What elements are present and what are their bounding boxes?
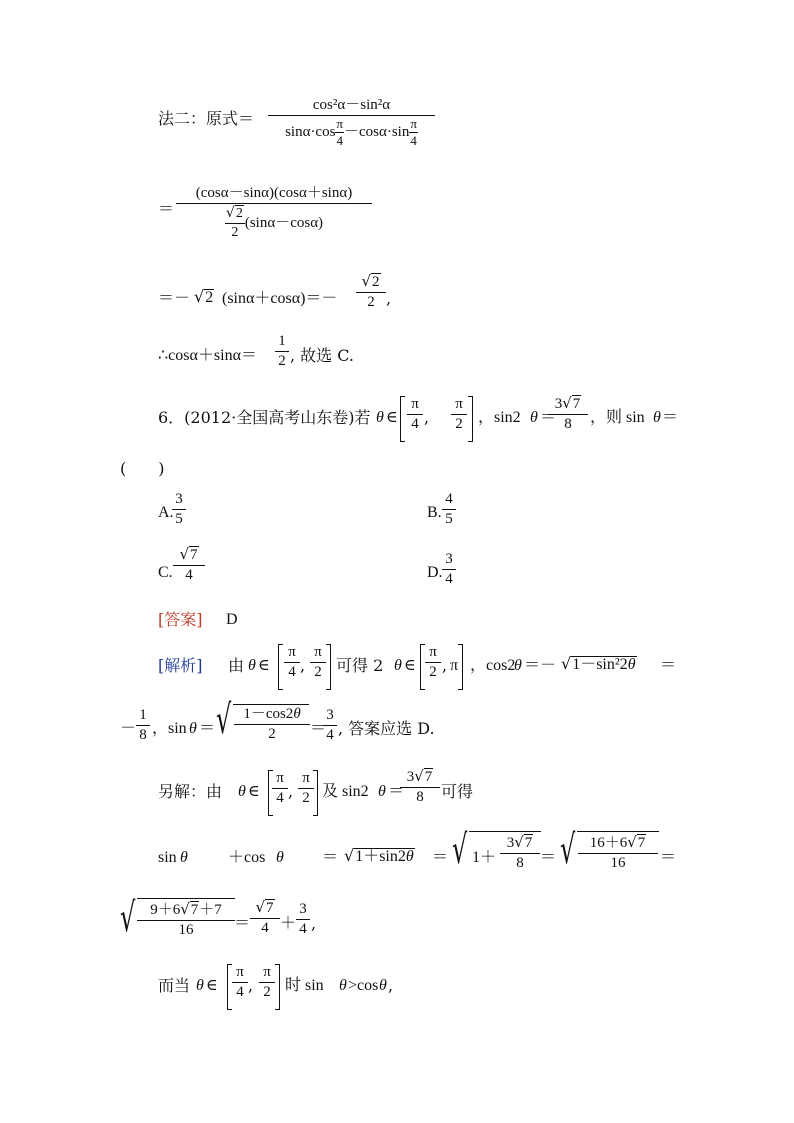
denominator: 4 xyxy=(276,790,284,806)
theta: θ xyxy=(514,657,522,674)
fraction-bar xyxy=(548,414,588,415)
element-of: ∈ xyxy=(404,657,416,674)
q6-stem-e: ＝ xyxy=(662,409,679,426)
pi-over-4 xyxy=(409,117,418,148)
denominator: 2 xyxy=(263,984,271,1000)
fraction-bar xyxy=(172,509,186,510)
numerator: π xyxy=(288,644,296,660)
theta: θ xyxy=(248,657,256,674)
answer-blank: ( ) xyxy=(120,459,165,478)
pi-over-4 xyxy=(272,770,288,807)
radical-icon: √ xyxy=(562,394,572,412)
q6-stem-c: ＝ xyxy=(540,409,557,426)
theta: θ xyxy=(530,409,538,426)
three-quarters xyxy=(323,707,337,744)
right-bracket xyxy=(458,644,463,690)
den-part-b: －cosα·sin xyxy=(344,124,410,140)
option-c-label: C. xyxy=(158,564,173,581)
theta: θ xyxy=(379,977,387,994)
den-part-a: sinα·cos xyxy=(285,124,336,140)
q6-stem-a: 6．(2012·全国高考山东卷)若 xyxy=(158,408,371,427)
analysis-l2-a: － xyxy=(120,720,137,737)
comma: , xyxy=(424,408,430,427)
radical-icon: √ xyxy=(225,205,235,221)
denominator: 5 xyxy=(175,511,183,527)
fraction-bar xyxy=(442,569,456,570)
fraction-bar xyxy=(173,565,205,566)
denominator: 4 xyxy=(185,567,193,583)
denominator: 4 xyxy=(236,984,244,1000)
pi-over-2 xyxy=(298,770,314,807)
alt-l2-one: 1＋ xyxy=(472,849,497,866)
radical-icon: √ xyxy=(561,654,572,673)
radicand: 7 xyxy=(524,835,533,851)
alt-l2-c: ＝ xyxy=(322,849,339,866)
fraction-bar xyxy=(296,919,310,920)
fraction1-numerator: cos²α－sin²α xyxy=(312,97,391,113)
fraction-bar xyxy=(272,788,288,789)
sqrt-expression xyxy=(561,654,637,675)
numerator: 1 xyxy=(139,707,147,723)
analysis-a: 由 xyxy=(228,656,245,675)
fraction-bar xyxy=(298,788,314,789)
numerator-part: 16＋6 xyxy=(589,835,628,851)
theta: θ xyxy=(276,849,284,866)
radicand: 2 xyxy=(372,274,380,290)
alt-l4-c: >cos xyxy=(348,977,379,994)
theta: θ xyxy=(394,657,402,674)
denominator: 8 xyxy=(416,789,424,805)
theta: θ xyxy=(378,783,386,800)
pi-over-2 xyxy=(425,644,441,681)
q6-stem-b: ，sin2 xyxy=(478,409,521,426)
pi: π xyxy=(410,116,417,131)
pi: π xyxy=(336,116,343,131)
pi-over-2 xyxy=(259,964,275,1001)
radicand: 7 xyxy=(190,547,198,563)
numerator: 4 xyxy=(445,491,453,507)
denominator: 2 xyxy=(455,416,463,432)
three-sqrt7-over-8 xyxy=(500,834,540,872)
numerator: π xyxy=(429,644,437,660)
radical-icon: √ xyxy=(452,827,468,873)
line3-end: , xyxy=(386,289,392,308)
numerator-tail: ＋7 xyxy=(199,902,222,918)
den-tail: (sinα－cosα) xyxy=(244,214,324,231)
numerator: π xyxy=(276,770,284,786)
alt-l2-b: ＋cos xyxy=(228,849,266,866)
equals-sign: ＝ xyxy=(158,199,175,218)
radical-icon: √ xyxy=(514,833,524,851)
alt-l2-e: ＝ xyxy=(540,849,557,866)
radical-icon: √ xyxy=(627,833,637,851)
radicand: 7 xyxy=(424,769,433,785)
analysis-l2-c: ＝ xyxy=(199,720,216,737)
radical-icon: √ xyxy=(255,898,266,916)
radical-icon: √ xyxy=(560,827,576,873)
radical-bar xyxy=(577,831,659,832)
fraction-bar xyxy=(137,920,235,921)
denominator: 4 xyxy=(326,727,334,743)
fraction-bar xyxy=(136,725,150,726)
comma: , xyxy=(300,656,306,675)
fraction-bar xyxy=(451,414,467,415)
radical-icon: √ xyxy=(414,767,424,785)
denominator: 4 xyxy=(261,920,269,936)
radicand: 2 xyxy=(205,289,214,306)
option-b-value xyxy=(442,491,456,528)
denominator: 2 xyxy=(429,664,437,680)
radical-fraction xyxy=(578,834,658,872)
numerator: 3 xyxy=(299,901,307,917)
fraction-bar xyxy=(442,509,456,510)
right-bracket xyxy=(313,770,318,816)
sqrt7-over-4 xyxy=(250,899,280,937)
method2-fraction1 xyxy=(268,97,435,148)
fraction-bar xyxy=(176,203,372,204)
four: 4 xyxy=(336,133,343,148)
denominator: 2 xyxy=(314,664,322,680)
pi-over-2 xyxy=(310,644,326,681)
denominator: 4 xyxy=(445,571,453,587)
theta: θ xyxy=(627,656,636,673)
denominator: 16 xyxy=(178,922,194,938)
pi-over-4 xyxy=(407,396,423,433)
pi-over-4 xyxy=(335,117,344,148)
pi: π xyxy=(450,657,459,674)
radical-icon: √ xyxy=(120,895,136,941)
denominator: 2 xyxy=(268,726,276,742)
theta: θ xyxy=(196,977,204,994)
q6-stem-d: ，则 sin xyxy=(590,409,645,426)
pi-over-4 xyxy=(284,644,300,681)
fraction-bar xyxy=(259,982,275,983)
radical-icon: √ xyxy=(180,900,190,918)
denominator: 4 xyxy=(288,664,296,680)
denominator: 4 xyxy=(299,921,307,937)
left-bracket xyxy=(278,644,283,690)
radicand: 1－sin²2 xyxy=(572,656,628,673)
denominator: 2 xyxy=(231,225,239,240)
radicand: 7 xyxy=(266,900,274,916)
method2-label: 法二：原式＝ xyxy=(158,109,255,128)
fraction-bar xyxy=(250,918,280,919)
numerator: π xyxy=(236,964,244,980)
radical-icon: √ xyxy=(344,846,355,865)
radical-fraction xyxy=(234,706,310,743)
line3-fraction xyxy=(356,273,386,311)
element-of: ∈ xyxy=(258,657,270,674)
right-bracket xyxy=(326,644,331,690)
alt-a: 另解：由 xyxy=(158,782,223,801)
theta: θ xyxy=(238,783,246,800)
option-d-value xyxy=(442,551,456,588)
radical-bar xyxy=(233,704,309,705)
fraction-bar xyxy=(578,853,658,854)
radicand: 7 xyxy=(637,835,646,851)
analysis-tag: [解析] xyxy=(158,656,203,675)
option-d-label: D. xyxy=(427,564,443,581)
denominator: 16 xyxy=(610,855,626,871)
fraction-bar xyxy=(284,662,300,663)
fraction-bar xyxy=(323,725,337,726)
sqrt2-over-2 xyxy=(225,205,245,241)
fraction1-denominator xyxy=(284,117,419,148)
theta: θ xyxy=(376,409,384,426)
alt-c: ＝ xyxy=(388,783,405,800)
alt-l2-d: ＝ xyxy=(432,849,449,866)
denominator: 4 xyxy=(411,416,419,432)
alt-l2-f: ＝ xyxy=(660,849,677,866)
alt-l3-plus: ＋ xyxy=(280,915,297,932)
radical-fraction xyxy=(137,901,235,939)
radicand: 2 xyxy=(235,206,243,221)
numerator: π xyxy=(314,644,322,660)
answer-tag: [答案] xyxy=(158,610,203,629)
analysis-l2-e: , 答案应选 D. xyxy=(338,719,435,738)
analysis-l2-d: ＝ xyxy=(310,720,327,737)
alt-d: 可得 xyxy=(441,782,474,801)
line3-part-a: ＝－ xyxy=(158,290,191,307)
method2-fraction2 xyxy=(176,185,372,241)
element-of: ∈ xyxy=(386,409,398,426)
theta: θ xyxy=(653,409,661,426)
numerator: 1 xyxy=(278,333,286,349)
radical-bar xyxy=(137,898,235,899)
theta: θ xyxy=(339,977,347,994)
radicand: 1＋sin2 xyxy=(355,848,406,865)
analysis-b: 可得 2 xyxy=(336,656,384,675)
analysis-c: ，cos2 xyxy=(470,657,516,674)
numerator: 3 xyxy=(175,491,183,507)
pi-over-2 xyxy=(451,396,467,433)
four: 4 xyxy=(410,133,417,148)
radical-icon: √ xyxy=(179,545,190,563)
fraction-bar xyxy=(356,292,386,293)
fraction-bar xyxy=(225,223,245,224)
answer-value: D xyxy=(226,611,238,628)
fraction-bar xyxy=(275,351,289,352)
numerator: π xyxy=(263,964,271,980)
fraction-bar xyxy=(425,662,441,663)
three-sqrt7-over-8 xyxy=(548,395,588,433)
coefficient: 3 xyxy=(554,396,563,412)
radicand: 7 xyxy=(190,902,199,918)
denominator: 8 xyxy=(516,855,524,871)
numerator: π xyxy=(411,396,419,412)
line4-fraction xyxy=(275,333,289,370)
theta: θ xyxy=(405,848,414,865)
element-of: ∈ xyxy=(248,783,260,800)
denominator: 8 xyxy=(139,727,147,743)
alt-l2-a: sin xyxy=(158,849,177,866)
theta: θ xyxy=(293,706,301,722)
analysis-d: ＝－ xyxy=(524,657,557,674)
fraction2-denominator xyxy=(224,205,324,241)
alt-l3-end: , xyxy=(311,914,317,933)
numerator: π xyxy=(455,396,463,412)
radical-bar xyxy=(469,831,541,832)
line3-sqrt2 xyxy=(194,287,214,308)
alt-l4-a: 而当 xyxy=(158,976,191,995)
comma: , xyxy=(288,782,294,801)
option-c-value xyxy=(173,546,205,584)
line4-part-b: , 故选 C. xyxy=(290,346,355,365)
alt-l4-d: , xyxy=(388,976,394,995)
radical-icon: √ xyxy=(216,697,232,743)
denominator: 5 xyxy=(445,511,453,527)
analysis-l2-b: ，sin xyxy=(152,720,187,737)
numerator-part: 9＋6 xyxy=(150,902,181,918)
option-a-label: A. xyxy=(158,504,174,521)
fraction-bar xyxy=(500,853,540,854)
fraction-bar xyxy=(234,724,310,725)
numerator: 1－cos2 xyxy=(243,706,294,722)
denominator: 2 xyxy=(367,294,375,310)
line4-part-a: ∴cosα＋sinα＝ xyxy=(158,347,257,364)
numerator: 3 xyxy=(326,707,334,723)
comma: , xyxy=(248,976,254,995)
fraction2-numerator: (cosα－sinα)(cosα＋sinα) xyxy=(195,185,353,201)
radicand: 7 xyxy=(572,396,581,412)
fraction-bar xyxy=(407,414,423,415)
one-eighth xyxy=(136,707,150,744)
right-bracket xyxy=(275,964,280,1010)
coefficient: 3 xyxy=(406,769,415,785)
three-sqrt7-over-8 xyxy=(400,768,440,806)
theta: θ xyxy=(180,849,188,866)
element-of: ∈ xyxy=(206,977,218,994)
denominator: 2 xyxy=(302,790,310,806)
denominator: 2 xyxy=(278,353,286,369)
left-bracket xyxy=(400,396,405,442)
radical-icon: √ xyxy=(194,287,205,306)
option-a-value xyxy=(172,491,186,528)
fraction-bar xyxy=(232,982,248,983)
right-bracket xyxy=(468,396,473,442)
radical-icon: √ xyxy=(361,272,372,290)
numerator: π xyxy=(302,770,310,786)
option-b-label: B. xyxy=(427,504,442,521)
coefficient: 3 xyxy=(506,835,515,851)
denominator: 8 xyxy=(564,416,572,432)
pi-over-4 xyxy=(232,964,248,1001)
line3-part-b: (sinα＋cosα)＝－ xyxy=(222,290,338,307)
comma: , xyxy=(442,656,448,675)
alt-l4-b: 时 sin xyxy=(285,977,324,994)
fraction-bar xyxy=(310,662,326,663)
sqrt-1-plus-sin2theta xyxy=(344,846,415,867)
alt-b: 及 sin2 xyxy=(322,783,369,800)
three-quarters xyxy=(296,901,310,938)
numerator: 3 xyxy=(445,551,453,567)
theta: θ xyxy=(189,720,197,737)
alt-l3-eq: ＝ xyxy=(234,915,251,932)
analysis-e: ＝ xyxy=(660,657,677,674)
fraction-bar xyxy=(400,787,440,788)
